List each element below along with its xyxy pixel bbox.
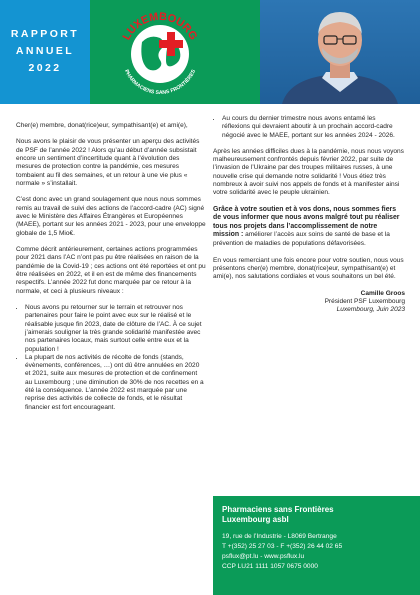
contact-email-web: psflux@pt.lu - www.psflux.lu [222, 553, 305, 560]
list-item: • Au cours du dernier trimestre nous avons entamé les réflexions qui devraient aboutir à un prochain accord-cadre négocié avec le MAEE, portant sur les années 2024 - 2026. [222, 115, 405, 140]
framework-agreement-paragraph: C’est donc avec un grand soulagement que nous nous sommes remis au travail de suivi des actions de l’accord-cadre (AC) signé avec le Ministère des Affaires Étrangères et Européennes (MAEE), portant sur les années 2021 - 2023, pour une enveloppe globale de 1,5 Mio€. [16, 196, 206, 237]
mission-rest-text: améliorer l’accès aux soins de santé de base et la prévention de maladies de populations défavorisées. [213, 231, 390, 247]
contact-box [213, 496, 420, 595]
title-line-2: ANNUEL [15, 45, 75, 57]
organization-legal-form: Luxembourg asbl [222, 515, 289, 524]
highlights-list [16, 304, 206, 412]
intro-paragraph: Nous avons le plaisir de vous présenter un aperçu des activités de PSF de l’année 2022 ! Alors qu’au début d’année subsistait encore un sentiment d’incertitude quant à l’évolution des mesures de protection contre la pandémie, ces mesures tombaient au fil des semaines, et un retour à une vie plus « normale » s’installait. [16, 138, 200, 187]
logo-top-text: LUXEMBOURG [120, 10, 200, 43]
letter-right-column [213, 115, 405, 315]
logo-bottom-text: PHARMACIENS SANS FRONTIÈRES [123, 68, 197, 97]
portrait-icon [260, 0, 420, 104]
report-title-box [0, 0, 90, 104]
closing-paragraph: En vous remerciant une fois encore pour votre soutien, nous vous présentons cher(e) membre, donat(rice)eur, sympathisant(e) et ami(e), nos salutations cordiales et vous souhaitons un bel été. [213, 256, 404, 281]
contact-address: 19, rue de l’Industrie - L8069 Bertrange [222, 533, 337, 540]
signature-role: Président PSF Luxembourg [324, 297, 405, 305]
contact-phone-fax: T +(352) 25 27 03 - F +(352) 26 44 02 65 [222, 543, 343, 550]
signature-block [213, 290, 405, 315]
ukraine-paragraph: Après les années difficiles dues à la pandémie, nous nous voyons malheureusement confrontés depuis février 2022, par suite de l’invasion de l’Ukraine par des troupes militaires russes, à une nouvelle crise qui demande notre solidarité ! Vous étiez très nombreux à avoir suivi nos appels de fonds et à manifester ainsi votre solidarité avec le peuple ukrainien. [213, 147, 404, 197]
president-portrait-photo [260, 0, 420, 104]
highlights-list-2 [213, 115, 405, 140]
postponed-actions-paragraph: Comme décrit antérieurement, certaines actions programmées pour 2021 dans l’AC n’ont pas pu être réalisées en raison de la pandémie de la Covid-19 ; ces actions ont été reportées et ont pu être réalisées en 2022, et il en est de même des financements respectifs. L’année 2022 fut donc marquée par ce retour à la normale, et ceci à plusieurs niveaux : [16, 246, 206, 295]
title-line-1: RAPPORT [10, 28, 80, 40]
letter-left-column [16, 122, 206, 420]
title-year: 2022 [28, 62, 62, 74]
mission-paragraph [213, 206, 405, 249]
signature-place-date: Luxembourg, Juin 2023 [336, 306, 405, 314]
list-item: • Nous avons pu retourner sur le terrain et retrouver nos partenaires pour faire le point avec eux sur le réalisé et le réalisable jusque fin 2023, date de clôture de l’AC. À ce sujet j’aimerais souligner la très grande solidarité manifestée avec nos partenaires locaux, mais surtout celle entre eux et la population ! [25, 304, 206, 354]
contact-bank-account: CCP LU21 1111 1057 0675 0000 [222, 563, 318, 570]
signature-name: Camille Groos [360, 289, 405, 297]
logo-icon [112, 4, 208, 100]
salutation: Cher(e) membre, donat(rice)eur, sympathisant(e) et ami(e), [16, 122, 188, 129]
organization-name: Pharmaciens sans Frontières [222, 505, 334, 514]
psf-luxembourg-logo [112, 4, 208, 100]
logo-globe-icon [131, 25, 189, 83]
header-banner [0, 0, 420, 104]
list-item: • La plupart de nos activités de récolte de fonds (stands, évènements, conférences, …) ont dû être annulées en 2020 et 2021, suite aux mesures de protection et de confinement au Luxembourg ; une diminution de 30% de nos recettes en a été la conséquence. L’année 2022 est marquée par une reprise des activités de collecte de fonds, et le résultat financier est fort encourageant. [25, 354, 206, 412]
mission-bold-text: Grâce à votre soutien et à vos dons, nous sommes fiers de vous informer que nous avons malgré tout pu réaliser tous nos projets dans l’accomplissement de notre mission : [213, 205, 400, 239]
